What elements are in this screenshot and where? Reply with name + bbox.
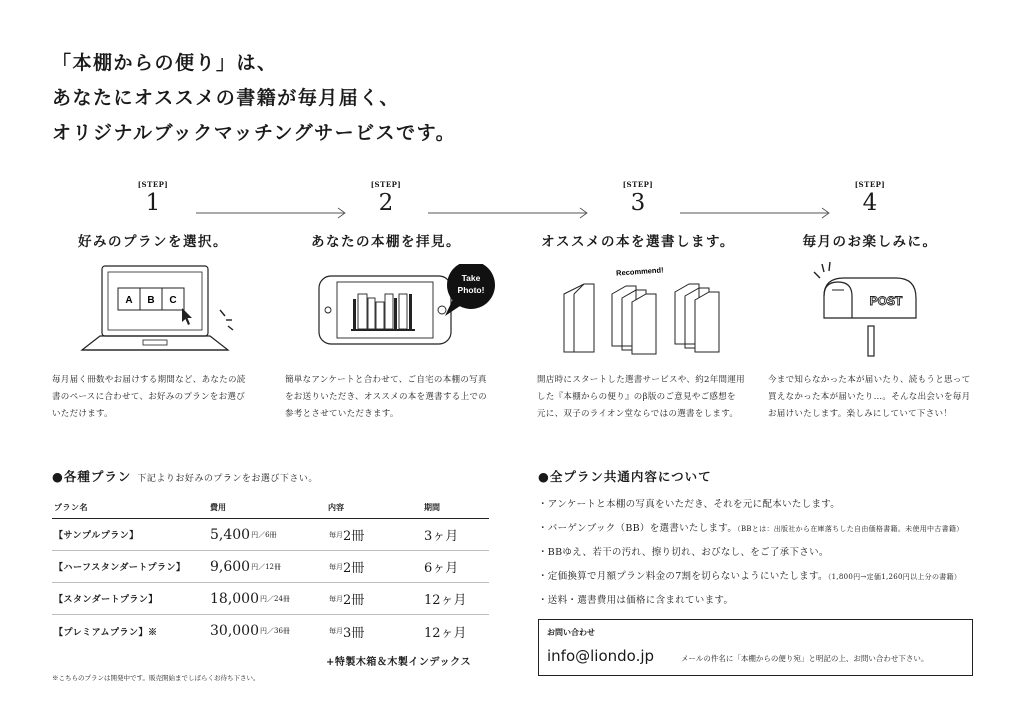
header-content: 内容	[328, 502, 344, 512]
list-item-text: ・送料・選書費用は価格に含まれています。	[538, 595, 734, 606]
take-photo-text-2: Photo!	[457, 285, 485, 295]
contact-box	[538, 619, 973, 676]
contact-email-link[interactable]: info@liondo.jp	[547, 647, 655, 665]
content-prefix: 毎月	[329, 562, 343, 571]
contact-label: お問い合わせ	[547, 627, 595, 637]
list-item-text: ・BBゆえ、若干の汚れ、擦り切れ、おびなし、をご了承下さい。	[538, 547, 829, 558]
content-value: 2冊	[343, 593, 365, 608]
plan-price	[210, 519, 277, 550]
list-item-note: （1,800円→定価1,260円以上分の書籍）	[827, 572, 962, 581]
table-row	[52, 551, 489, 583]
step-3-description	[537, 372, 749, 423]
plans-section	[52, 467, 492, 682]
click-spark-icon	[220, 310, 225, 316]
arrow-right-icon	[680, 207, 832, 219]
step-1-desc-line: 書のペースに合わせて、お好みのプランをお選び	[52, 392, 246, 402]
recommend-label: Recommend!	[615, 265, 664, 278]
step-2-title: あなたの本棚を拝見。	[311, 234, 461, 250]
step-3-tag: [STEP]	[622, 180, 654, 189]
option-a-label: A	[125, 295, 133, 306]
plan-price	[210, 615, 290, 647]
plan-name: 【スタンダートプラン】	[54, 595, 158, 605]
table-row	[52, 615, 489, 647]
step-4-desc-line: 今まで知らなかった本が届いたり、読もうと思って	[768, 375, 971, 385]
step-4-desc-line: 買えなかった本が届いたり…。そんな出会いを毎月	[768, 392, 971, 402]
step-3-desc-line: 元に、双子のライオン堂ならではの選書をします。	[537, 409, 739, 419]
step-4-title: 毎月のお楽しみに。	[802, 234, 938, 250]
step-2-tag: [STEP]	[370, 180, 402, 189]
option-c-label: C	[169, 295, 177, 306]
headline-line-1: 「本棚からの便り」は、	[52, 52, 278, 74]
step-3-title: オススメの本を選書します。	[541, 234, 735, 250]
step-1-desc-line: いただけます。	[52, 409, 113, 419]
content-value: 3冊	[343, 625, 365, 641]
bookshelf-icon	[351, 294, 415, 331]
step-4-tag: [STEP]	[854, 180, 886, 189]
laptop-base-icon	[82, 336, 228, 350]
cursor-icon	[182, 308, 192, 325]
step-2-desc-line: をお送りいただき、オススメの本を選書する上での	[285, 392, 487, 402]
speech-bubble-icon	[445, 264, 495, 316]
plan-period: 6ヶ月	[424, 561, 459, 576]
plan-period: 3ヶ月	[424, 529, 459, 544]
header-price: 費用	[210, 502, 226, 512]
price-value: 18,000	[210, 590, 259, 607]
step-4-number: 4	[862, 190, 878, 216]
content-prefix: 毎月	[329, 627, 343, 635]
price-unit: 円／24冊	[260, 594, 290, 603]
content-prefix: 毎月	[329, 594, 343, 603]
step-1-description	[52, 372, 264, 423]
step-1-desc-line: 毎月届く冊数やお届けする期間など、あなたの読	[52, 375, 246, 385]
common-section	[538, 467, 978, 613]
plan-price	[210, 551, 281, 582]
plan-content	[328, 583, 364, 614]
plan-content	[328, 615, 364, 647]
books-illustration	[560, 264, 730, 356]
table-row	[52, 583, 489, 615]
list-item-text: ・バーゲンブック（BB）を選書いたします。	[538, 522, 738, 534]
list-item	[538, 565, 978, 590]
table-row	[52, 519, 489, 551]
list-item-text: ・定価換算で月額プラン料金の7割を切らないようにいたします。	[538, 570, 828, 582]
step-2-desc-line: 参考とさせていただきます。	[285, 409, 399, 419]
list-item	[538, 541, 978, 565]
plan-content	[328, 519, 364, 550]
step-4-description	[768, 372, 980, 423]
option-b-label: B	[147, 295, 155, 306]
plan-table-header	[52, 497, 489, 519]
plan-name: 【ハーフスタンダートプラン】	[54, 563, 186, 573]
plans-title	[52, 467, 492, 485]
price-unit: 円／36冊	[260, 627, 290, 635]
list-item	[538, 589, 978, 613]
step-1-number: 1	[145, 190, 161, 216]
step-3-desc-line: した『本棚からの便り』のβ版のご意見やご感想を	[537, 392, 736, 402]
plan-table	[52, 497, 489, 647]
price-unit: 円／6冊	[251, 530, 277, 539]
content-value: 2冊	[343, 561, 365, 576]
headline-line-2: あなたにオススメの書籍が毎月届く、	[52, 87, 400, 109]
contact-note: メールの件名に「本棚からの便り宛」と明記の上、お問い合わせ下さい。	[681, 654, 929, 663]
common-list	[538, 493, 978, 613]
header-plan-name: プラン名	[54, 502, 88, 512]
plan-price	[210, 583, 290, 614]
plan-period: 12ヶ月	[424, 593, 467, 608]
list-item	[538, 517, 978, 542]
price-value: 30,000	[210, 623, 259, 639]
headline	[52, 46, 456, 151]
book-stack-icon	[564, 284, 719, 354]
post-label: POST	[869, 294, 903, 308]
laptop-illustration	[80, 264, 250, 356]
common-title: ●全プラン共通内容について	[538, 469, 712, 484]
header-period: 期間	[424, 502, 440, 512]
price-unit: 円／12冊	[251, 562, 282, 571]
step-3-desc-line: 開店時にスタートした選書サービスや、約2年間運用	[537, 375, 745, 385]
plans-subtitle: 下記よりお好みのプランをお選び下さい。	[137, 474, 318, 484]
content-prefix: 毎月	[329, 530, 343, 539]
mailbox-icon	[824, 278, 916, 356]
plans-footnote: ※こちらのプランは開発中です。販売開始までしばらくお待ち下さい。	[52, 674, 260, 682]
step-1-tag: [STEP]	[137, 180, 169, 189]
phone-illustration	[315, 264, 515, 356]
arrow-right-icon	[196, 207, 348, 219]
step-1-title: 好みのプランを選択。	[78, 234, 228, 250]
step-4-desc-line: お届けいたします。楽しみにしていて下さい！	[768, 409, 953, 419]
plans-title-text: ●各種プラン	[52, 469, 132, 484]
headline-line-3: オリジナルブックマッチングサービスです。	[52, 122, 457, 144]
spark-icon	[814, 272, 820, 278]
list-item-text: ・アンケートと本棚の写真をいただき、それを元に配本いたします。	[538, 499, 841, 510]
step-2-description	[285, 372, 497, 423]
premium-extra: +特製木箱＆木製インデックス	[326, 657, 472, 668]
take-photo-text-1: Take	[461, 273, 481, 283]
mailbox-illustration	[808, 260, 928, 360]
list-item	[538, 493, 978, 517]
plan-content	[328, 551, 364, 582]
step-2-desc-line: 簡単なアンケートと合わせて、ご自宅の本棚の写真	[285, 375, 487, 385]
price-value: 5,400	[210, 526, 251, 543]
plan-period: 12ヶ月	[424, 625, 467, 641]
list-item-note: （BBとは：出版社から在庫落ちした自由価格書籍。未使用中古書籍）	[737, 524, 964, 533]
price-value: 9,600	[210, 558, 251, 575]
arrow-right-icon	[428, 207, 590, 219]
content-value: 2冊	[343, 529, 365, 544]
plan-name: 【プレミアムプラン】※	[54, 627, 158, 638]
step-2-number: 2	[378, 190, 394, 216]
step-3-number: 3	[630, 190, 646, 216]
plan-name: 【サンプルプラン】	[54, 531, 139, 541]
